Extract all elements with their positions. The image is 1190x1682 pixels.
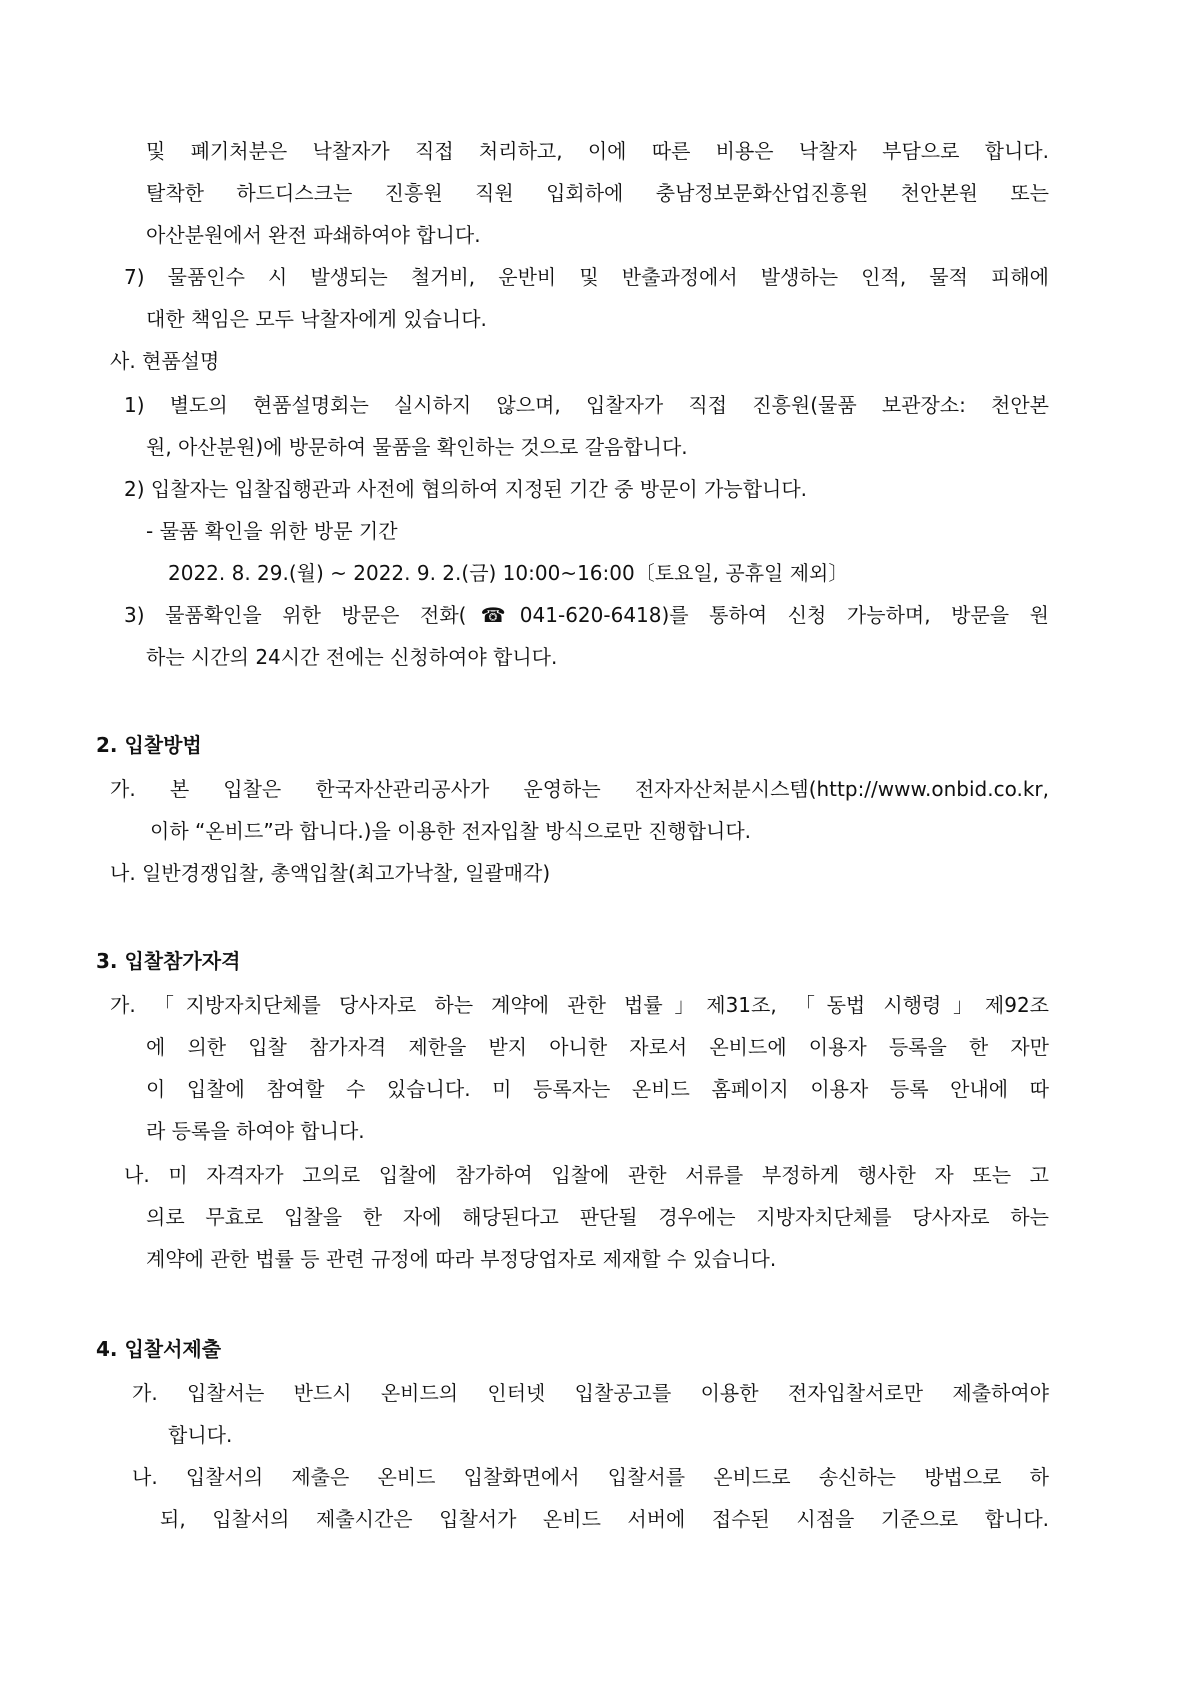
body-text-line: 아산분원에서 완전 파쇄하여야 합니다.	[146, 223, 481, 247]
body-text-line: 하는 시간의 24시간 전에는 신청하여야 합니다.	[146, 645, 558, 669]
body-text-line: 대한 책임은 모두 낙찰자에게 있습니다.	[146, 307, 487, 331]
body-text-line: 원, 아산분원)에 방문하여 물품을 확인하는 것으로 갈음합니다.	[146, 435, 688, 459]
list-item-ga: 가. 「지방자치단체를 당사자로 하는 계약에 관한 법률」제31조, 「동법 시행령」제92조	[110, 993, 1049, 1017]
section-heading: 2. 입찰방법	[96, 733, 202, 757]
list-item-7: 7) 물품인수 시 발생되는 철거비, 운반비 및 반출과정에서 발생하는 인적, 물적 피해에	[124, 265, 1049, 289]
body-text-line: 에 의한 입찰 참가자격 제한을 받지 아니한 자로서 온비드에 이용자 등록을 한 자만	[146, 1035, 1049, 1059]
subsection-heading: 사. 현품설명	[110, 349, 220, 373]
list-item-2: 2) 입찰자는 입찰집행관과 사전에 협의하여 지정된 기간 중 방문이 가능합니다.	[124, 477, 808, 501]
list-item-na: 나. 미 자격자가 고의로 입찰에 참가하여 입찰에 관한 서류를 부정하게 행사한 자 또는 고	[124, 1163, 1049, 1187]
body-text-line: 탈착한 하드디스크는 진흥원 직원 입회하에 충남정보문화산업진흥원 천안본원 또는	[146, 181, 1049, 205]
body-text-line: 계약에 관한 법률 등 관련 규정에 따라 부정당업자로 제재할 수 있습니다.	[146, 1247, 777, 1271]
section-heading: 3. 입찰참가자격	[96, 949, 241, 973]
list-item-ga: 가. 본 입찰은 한국자산관리공사가 운영하는 전자자산처분시스템(http://www.onbid.co.kr,	[110, 777, 1049, 801]
visit-period-line: 2022. 8. 29.(월) ~ 2022. 9. 2.(금) 10:00~16:00〔토요일, 공휴일 제외〕	[168, 561, 849, 585]
list-item-na: 나. 일반경쟁입찰, 총액입찰(최고가낙찰, 일괄매각)	[110, 861, 551, 885]
body-text-line: 합니다.	[168, 1423, 233, 1447]
body-text-line: 이하 “온비드”라 합니다.)을 이용한 전자입찰 방식으로만 진행합니다.	[150, 819, 752, 843]
body-text-line: - 물품 확인을 위한 방문 기간	[146, 519, 398, 543]
list-item-na: 나. 입찰서의 제출은 온비드 입찰화면에서 입찰서를 온비드로 송신하는 방법으로 하	[132, 1465, 1049, 1489]
list-item-ga: 가. 입찰서는 반드시 온비드의 인터넷 입찰공고를 이용한 전자입찰서로만 제출하여야	[132, 1381, 1049, 1405]
body-text-line: 및 폐기처분은 낙찰자가 직접 처리하고, 이에 따른 비용은 낙찰자 부담으로 합니다.	[146, 139, 1049, 163]
list-item-3: 3) 물품확인을 위한 방문은 전화(☎041-620-6418)를 통하여 신청 가능하며, 방문을 원	[124, 603, 1049, 627]
body-text-line: 라 등록을 하여야 합니다.	[146, 1119, 365, 1143]
body-text-line: 되, 입찰서의 제출시간은 입찰서가 온비드 서버에 접수된 시점을 기준으로 합니다.	[160, 1507, 1049, 1531]
body-text-line: 의로 무효로 입찰을 한 자에 해당된다고 판단될 경우에는 지방자치단체를 당사자로 하는	[146, 1205, 1049, 1229]
section-heading: 4. 입찰서제출	[96, 1337, 222, 1361]
body-text-line: 이 입찰에 참여할 수 있습니다. 미 등록자는 온비드 홈페이지 이용자 등록 안내에 따	[146, 1077, 1049, 1101]
list-item-1: 1) 별도의 현품설명회는 실시하지 않으며, 입찰자가 직접 진흥원(물품 보관장소: 천안본	[124, 393, 1049, 417]
